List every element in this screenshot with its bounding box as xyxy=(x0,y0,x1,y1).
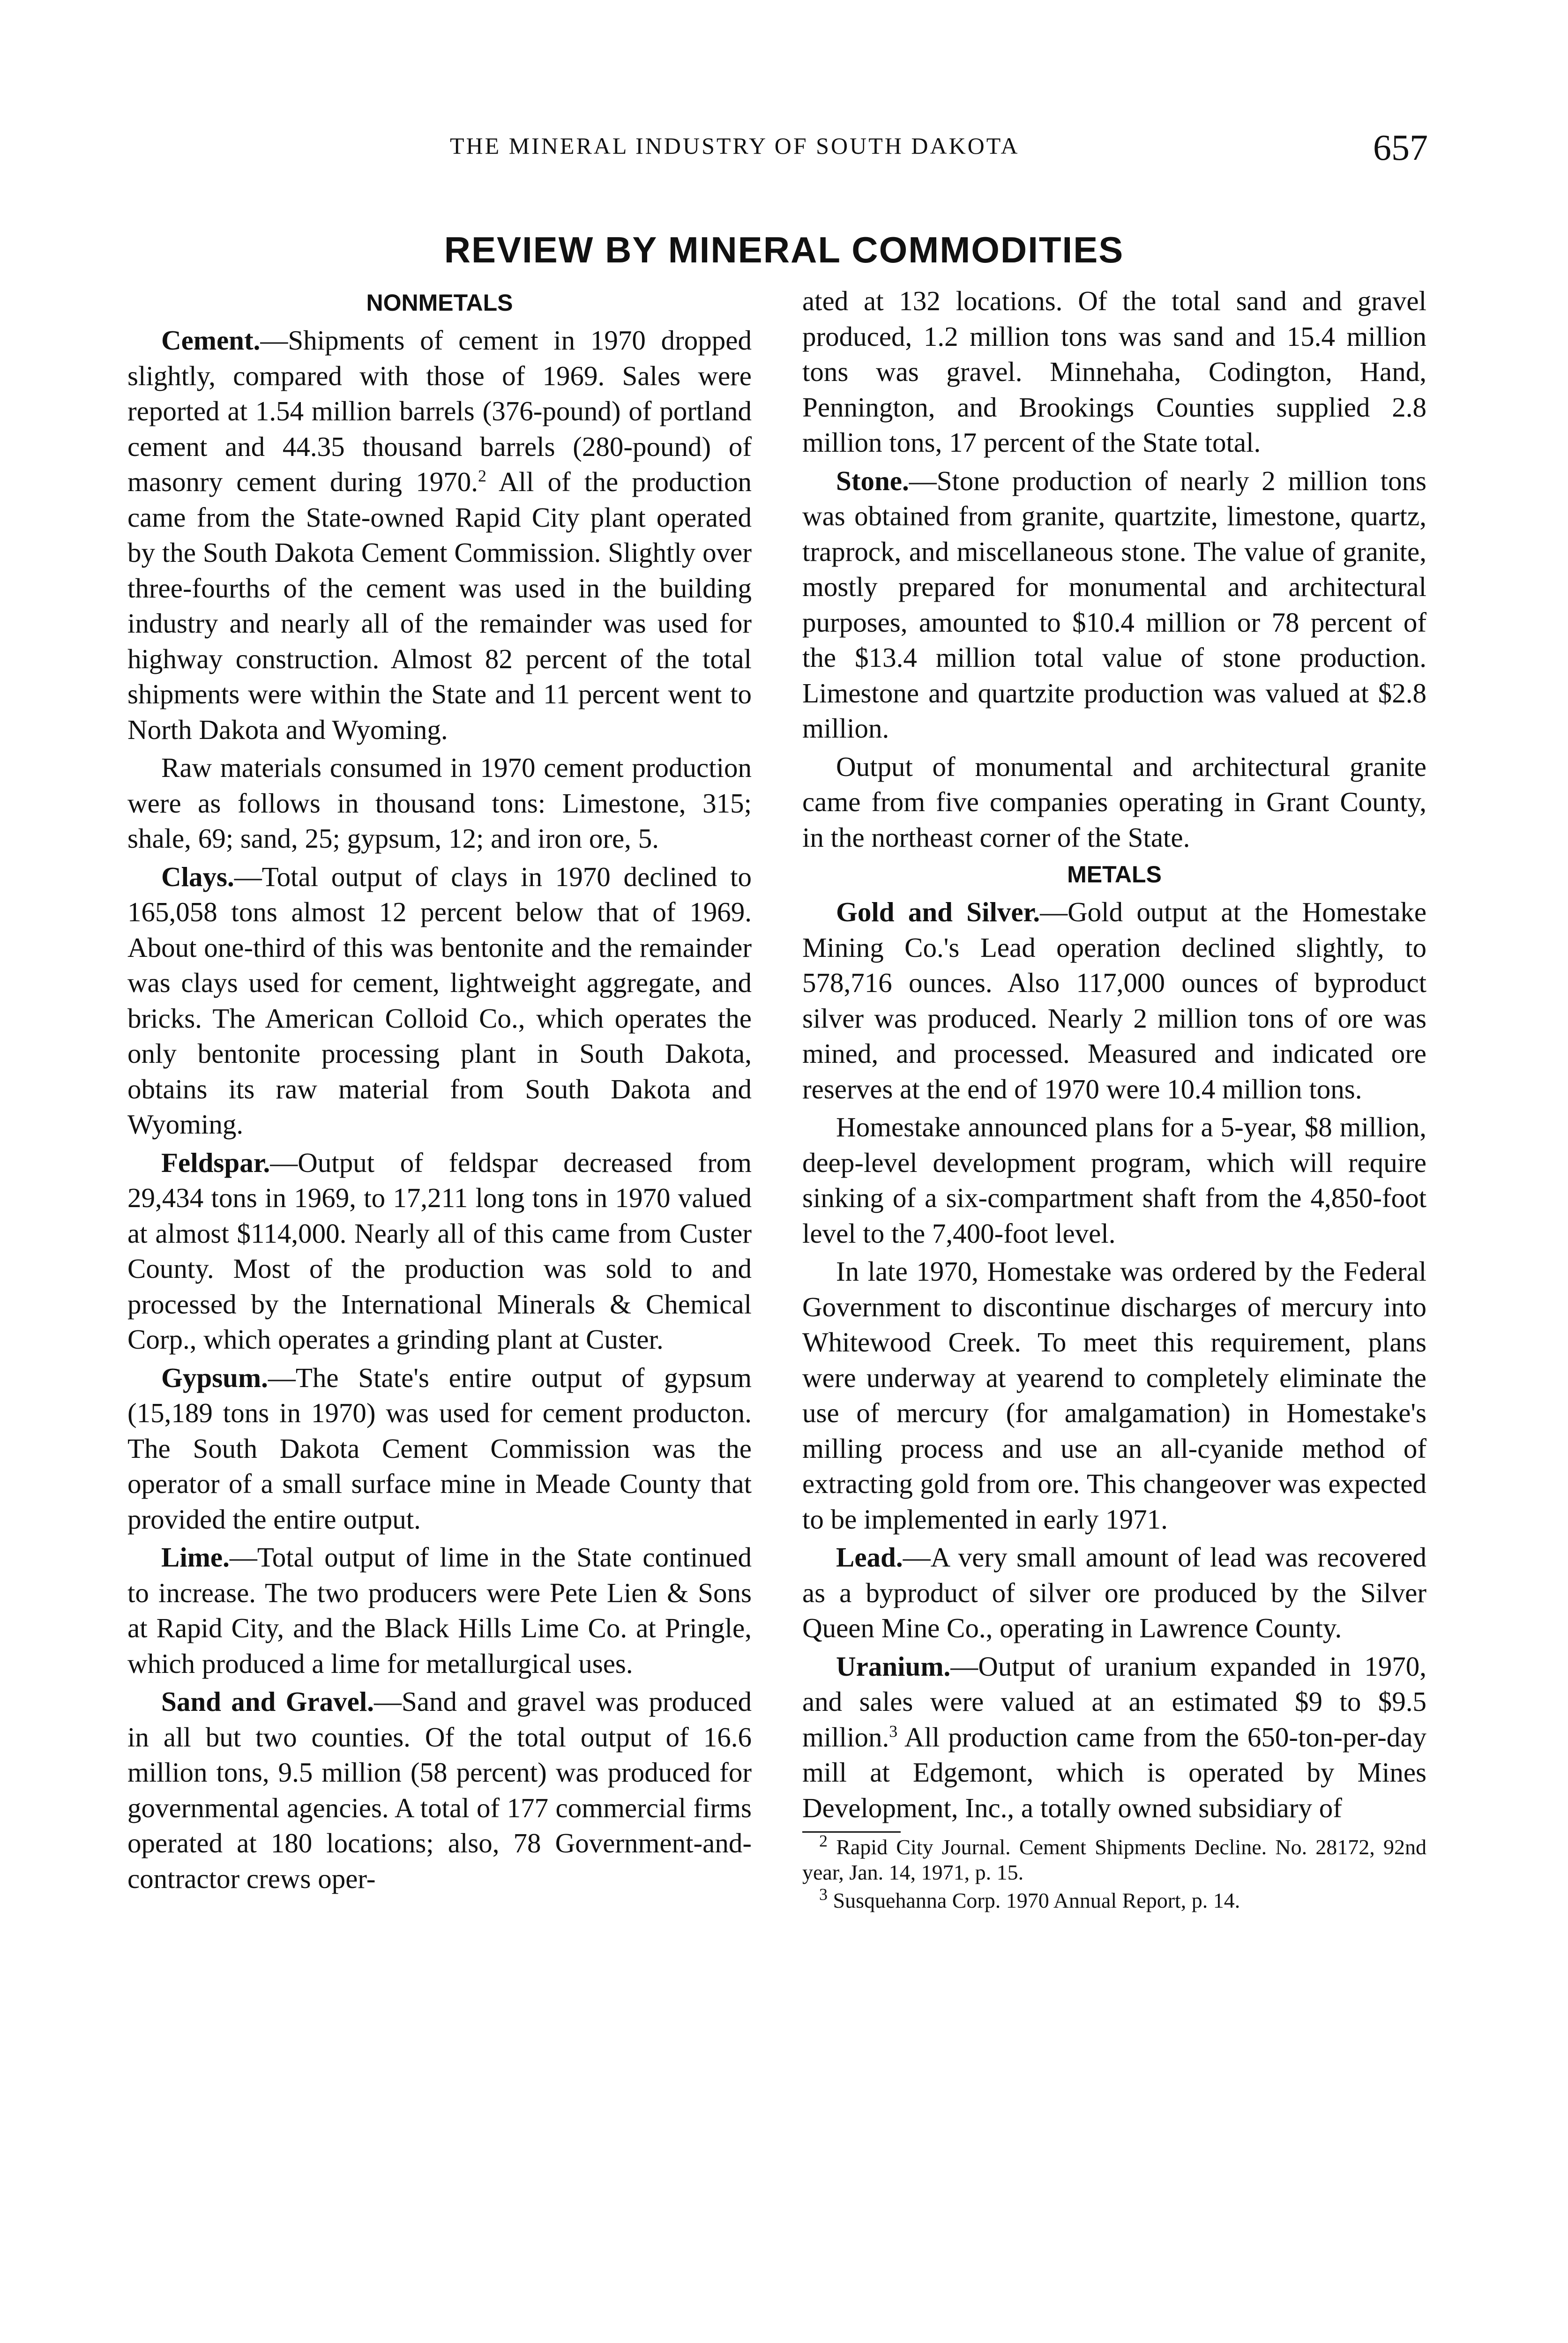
paragraph-lead xyxy=(802,1540,1426,1646)
footnote-2 xyxy=(802,1831,1426,1885)
paragraph-sand-gravel xyxy=(127,1684,752,1896)
left-column xyxy=(127,284,752,1896)
section-heading-metals: METALS xyxy=(1067,861,1162,888)
paragraph-gypsum xyxy=(127,1360,752,1537)
paragraph-mercury: In late 1970, Homestake was ordered by the Federal Government to discontinue discharges of mercury into Whitewood Creek. To meet this requirement, plans were underway at yearend to completely eliminate the use of mercury (for amalgamation) in Homestake's milling process and use an all-cyanide method of extracting gold from ore. This changeover was expected to be implemented in early 1971. xyxy=(802,1256,1426,1535)
run-in-stone: Stone. xyxy=(836,465,909,496)
footnote-2-mark: 2 xyxy=(819,1831,828,1851)
paragraph-clays xyxy=(127,859,752,1142)
paragraph-feldspar xyxy=(127,1145,752,1358)
sand-gravel-text: —Sand and gravel was produced in all but two counties. Of the total output of 16.6 million tons, 9.5 million (58 percent) was produced for governmental agencies. A total of 177 commercial firms operated at 180 locations; also, 78 Government-and-contractor crews oper- xyxy=(127,1686,752,1894)
footnote-divider xyxy=(802,1831,901,1833)
paragraph-monumental-granite: Output of monumental and architectural granite came from five companies operating in Grant County, in the northeast corner of the State. xyxy=(802,751,1426,853)
run-in-gypsum: Gypsum. xyxy=(161,1362,268,1393)
cement-text-continued: All of the production came from the State-owned Rapid City plant operated by the South Dakota Cement Commission. Slightly over three-fourths of the cement was used in the building industry and nearly all of the remainder was used for highway construction. Almost 82 percent of the total shipments were within the State and 11 percent went to North Dakota and Wyoming. xyxy=(127,466,752,745)
footnote-ref-2: 2 xyxy=(478,466,487,485)
lead-text: —A very small amount of lead was recovered as a byproduct of silver ore produced by the Silver Queen Mine Co., operating in Lawrence County. xyxy=(802,1542,1426,1643)
paragraph-gold-silver xyxy=(802,895,1426,1107)
page-number: 657 xyxy=(1373,127,1428,168)
running-head: THE MINERAL INDUSTRY OF SOUTH DAKOTA xyxy=(450,133,1020,159)
run-in-clays: Clays. xyxy=(161,861,234,892)
paragraph-raw-materials: Raw materials consumed in 1970 cement production were as follows in thousand tons: Limestone, 315; shale, 69; sand, 25; gypsum, 12; and iron ore, 5. xyxy=(127,752,752,854)
run-in-feldspar: Feldspar. xyxy=(161,1147,270,1178)
paragraph-sand-gravel-continued: ated at 132 locations. Of the total sand and gravel produced, 1.2 million tons was sand and 15.4 million tons was gravel. Minnehaha, Codington, Hand, Pennington, and Brookings Counties supplied 2.8 million tons, 17 percent of the State total. xyxy=(802,285,1426,458)
run-in-cement: Cement. xyxy=(161,325,261,356)
footnotes xyxy=(802,1831,1426,1913)
uranium-text-continued: All production came from the 650-ton-per-day mill at Edgemont, which is operated by Mines Development, Inc., a totally owned subsidiary of xyxy=(802,1721,1426,1823)
run-in-gold-silver: Gold and Silver. xyxy=(836,896,1040,927)
right-column xyxy=(802,284,1426,1913)
footnote-2-text: Rapid City Journal. Cement Shipments Decline. No. 28172, 92nd year, Jan. 14, 1971, p. 15. xyxy=(802,1835,1426,1884)
paragraph-lime xyxy=(127,1540,752,1681)
clays-text: —Total output of clays in 1970 declined to 165,058 tons almost 12 percent below that of 1969. About one-third of this was bentonite and the remainder was clays used for cement, lightweight aggregate, and bricks. The American Colloid Co., which operates the only bentonite processing plant in South Dakota, obtains its raw material from South Dakota and Wyoming. xyxy=(127,861,752,1140)
footnote-ref-3: 3 xyxy=(889,1721,898,1740)
uranium-text: —Output of uranium expanded in 1970, and sales were valued at an estimated $9 to $9.5 million. xyxy=(802,1650,1426,1753)
cement-text: —Shipments of cement in 1970 dropped slightly, compared with those of 1969. Sales were reported at 1.54 million barrels (376-pound) of portland cement and 44.35 thousand barrels (280-pound) of masonry cement during 1970. xyxy=(127,325,752,497)
gypsum-text: —The State's entire output of gypsum (15,189 tons in 1970) was used for cement producton. The South Dakota Cement Commission was the operator of a small surface mine in Meade County that provided the entire output. xyxy=(127,1362,752,1535)
feldspar-text: —Output of feldspar decreased from 29,434 tons in 1969, to 17,211 long tons in 1970 valued at almost $114,000. Nearly all of this came from Custer County. Most of the production was sold to and processed by the International Minerals & Chemical Corp., which operates a grinding plant at Custer. xyxy=(127,1147,752,1355)
stone-text: —Stone production of nearly 2 million tons was obtained from granite, quartzite, limestone, quartz, traprock, and miscellaneous stone. The value of granite, mostly prepared for monumental and architectural purposes, amounted to $10.4 million or 78 percent of the $13.4 million total value of stone production. Limestone and quartzite production was valued at $2.8 million. xyxy=(802,465,1426,744)
section-heading-nonmetals: NONMETALS xyxy=(366,290,513,316)
footnote-3 xyxy=(802,1885,1426,1913)
paragraph-homestake-plans: Homestake announced plans for a 5-year, $8 million, deep-level development program, which will require sinking of a six-compartment shaft from the 4,850-foot level to the 7,400-foot level. xyxy=(802,1112,1426,1249)
run-in-sand-gravel: Sand and Gravel. xyxy=(161,1686,374,1717)
run-in-uranium: Uranium. xyxy=(836,1650,951,1682)
footnote-3-mark: 3 xyxy=(819,1885,828,1904)
run-in-lime: Lime. xyxy=(161,1542,230,1573)
paragraph-uranium xyxy=(802,1649,1426,1826)
page-title: REVIEW BY MINERAL COMMODITIES xyxy=(444,229,1124,270)
paragraph-cement xyxy=(127,323,752,747)
gold-silver-text: —Gold output at the Homestake Mining Co.'s Lead operation declined slightly, to 578,716 ounces. Also 117,000 ounces of byproduct silver was produced. Nearly 2 million tons of ore was mined, and processed. Measured and indicated ore reserves at the end of 1970 were 10.4 million tons. xyxy=(802,896,1427,1104)
lime-text: —Total output of lime in the State continued to increase. The two producers were Pete Lien & Sons at Rapid City, and the Black Hills Lime Co. at Pringle, which produced a lime for metallurgical uses. xyxy=(127,1542,752,1679)
run-in-lead: Lead. xyxy=(836,1542,903,1573)
footnote-3-text: Susquehanna Corp. 1970 Annual Report, p. 14. xyxy=(828,1888,1240,1912)
paragraph-stone xyxy=(802,463,1426,746)
